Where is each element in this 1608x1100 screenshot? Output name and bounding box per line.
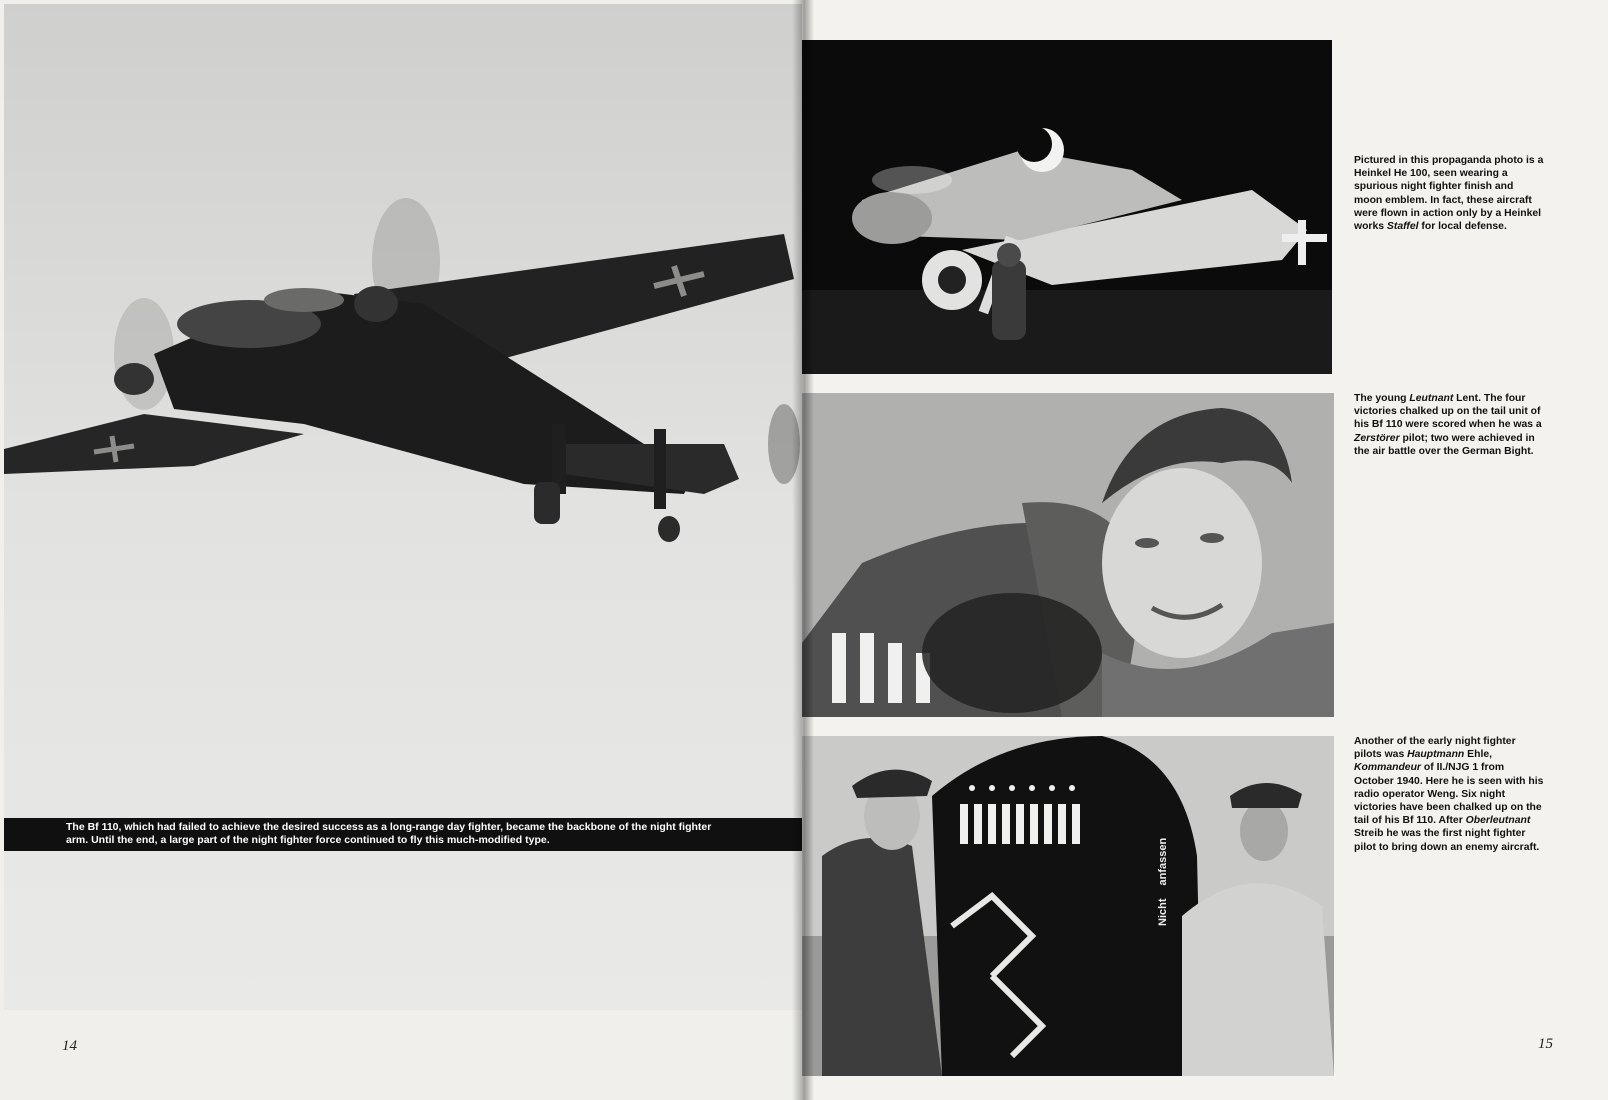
book-gutter: [792, 0, 814, 1100]
he100-caption: Pictured in this propaganda photo is a Heinkel He 100, seen wearing a spurious night fighter finish and moon emblem. In fact, these aircraft were flown in action only by a Heinkel works Staffel for local defense.: [1354, 155, 1544, 233]
photo-caption-bar: [4, 818, 802, 851]
bf110-photo: [4, 4, 802, 1010]
page-number-right: 15: [1538, 1036, 1553, 1052]
ehle-caption: Another of the early night fighter pilots was Hauptmann Ehle, Kommandeur of II./NJG 1 from October 1940. Here he is seen with his radio operator Weng. Six night victories have been chalked up on the tail of his Bf 110. After Oberleutnant Streib he was the first night fighter pilot to bring down an enemy aircraft.: [1354, 736, 1544, 853]
bf110-caption: The Bf 110, which had failed to achieve the desired success as a long-range day fighter, became the backbone of the night fighter arm. Until the end, a large part of the night fighter force continued to fly this much-modified type.: [66, 821, 712, 846]
lent-caption: The young Leutnant Lent. The four victories chalked up on the tail unit of his Bf 110 were scored when he was a Zerstörer pilot; two were achieved in the air battle over the German Bight.: [1354, 393, 1542, 457]
he100-photo: [802, 40, 1332, 374]
tail-stencil: [1157, 837, 1169, 926]
page-number-left: 14: [62, 1038, 77, 1054]
tail-stencil-line1: Nicht: [1157, 898, 1169, 926]
ehle-weng-photo: [802, 736, 1334, 1076]
tail-stencil-line2: anfassen: [1157, 837, 1169, 886]
lent-portrait-photo: [802, 393, 1334, 717]
